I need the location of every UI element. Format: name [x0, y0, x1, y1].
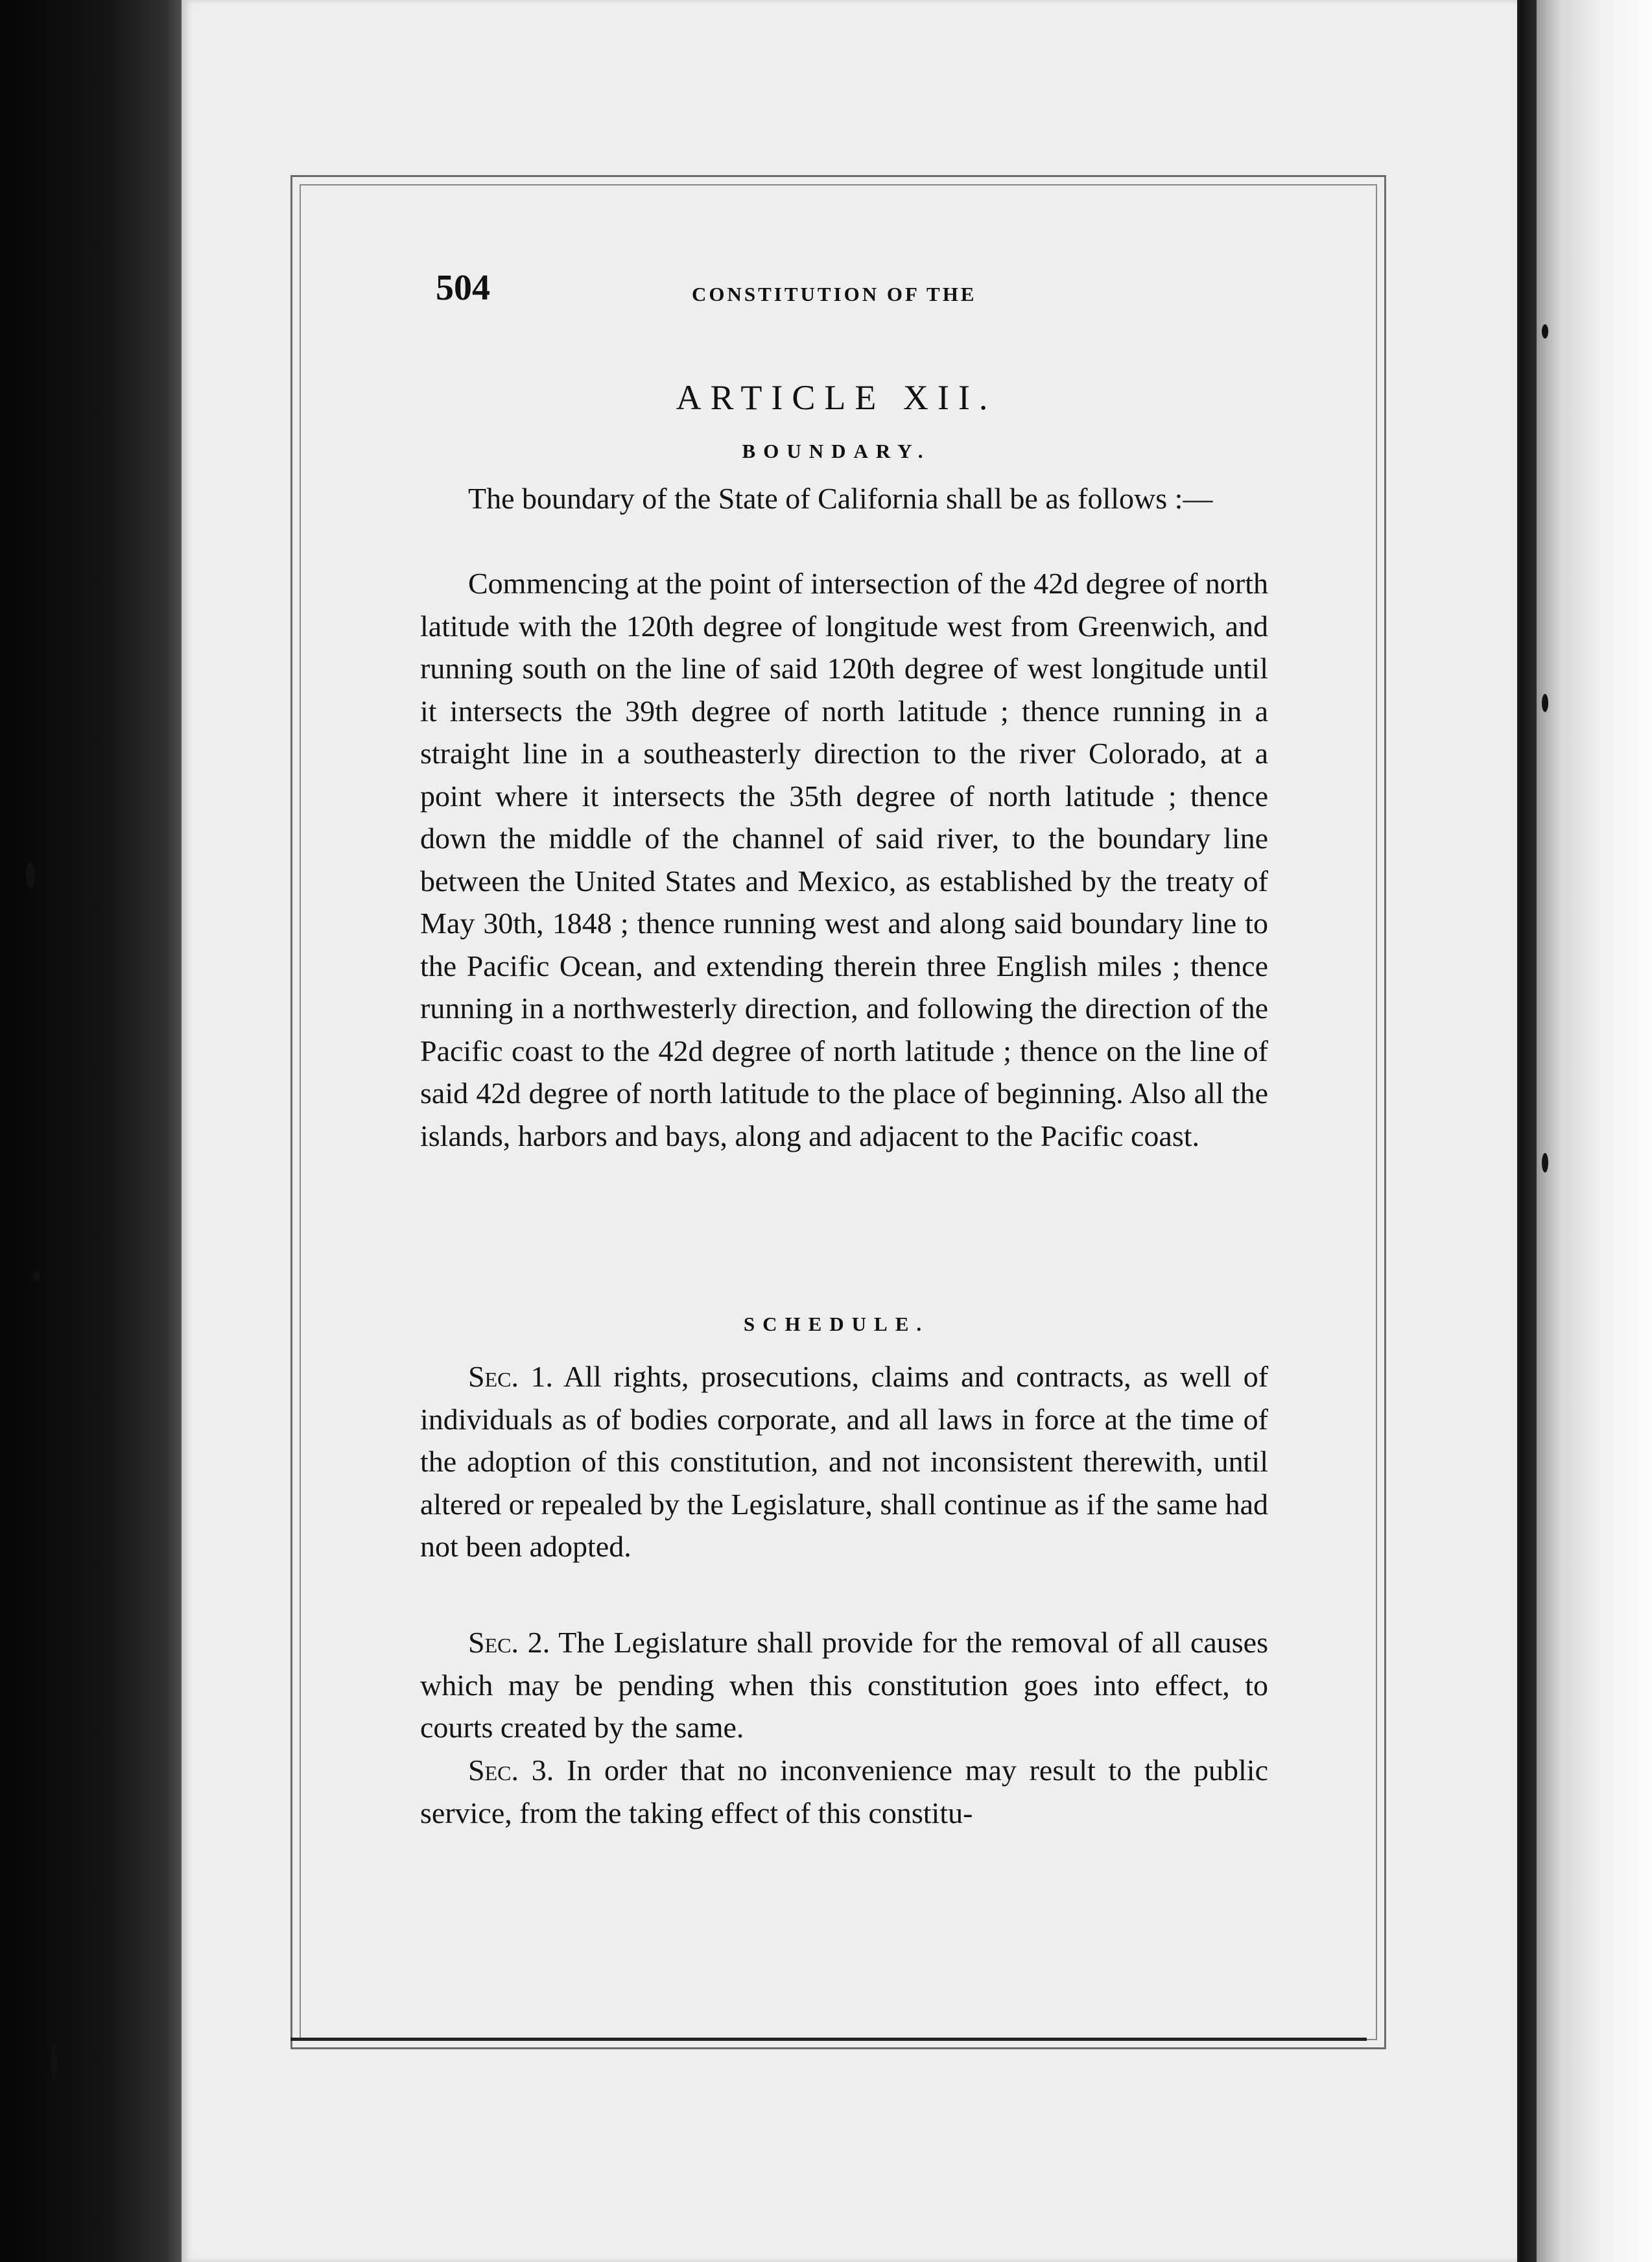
schedule-heading: SCHEDULE. — [743, 1313, 930, 1335]
schedule-section-3 — [420, 1749, 1268, 1834]
scan-speck — [34, 1271, 40, 1281]
section-text: In order that no inconvenience may result to the public service, from the taking effect of this constitu- — [420, 1754, 1268, 1829]
schedule-section-1 — [420, 1355, 1268, 1568]
scan-speck — [26, 863, 35, 888]
section-label: Sec. 1. — [468, 1360, 553, 1393]
boundary-intro-paragraph: The boundary of the State of California shall be as follows :— — [468, 482, 1213, 515]
schedule-section-2 — [420, 1621, 1268, 1749]
running-title: CONSTITUTION OF THE — [692, 283, 977, 305]
running-header — [436, 267, 1266, 319]
section-text: The Legislature shall provide for the removal of all causes which may be pending when this constitution goes into effect, to courts created by the same. — [420, 1626, 1268, 1744]
page-number: 504 — [436, 268, 490, 308]
boundary-description-paragraph: Commencing at the point of intersection of the 42d degree of north latitude with the 120th degree of longitude west from Greenwich, and running south on the line of said 120th degree of west longitude until it intersects the 39th degree of north latitude ; thence running in a straight line in a southeasterly direction to the river Colorado, at a point where it intersects the 35th degree of north latitude ; thence down the middle of the channel of said river, to the boundary line between the United States and Mexico, as established by the treaty of May 30th, 1848 ; thence running west and along said boundary line to the Pacific Ocean, and extending therein three English miles ; thence running in a northwesterly direction, and following the direction of the Pacific coast to the 42d degree of north latitude ; thence on the line of said 42d degree of north latitude to the place of beginning. Also all the islands, harbors and bays, along and adjacent to the Pacific coast. — [420, 567, 1268, 1152]
scan-background-left — [0, 0, 195, 2262]
adjacent-page-edge — [1537, 0, 1652, 2262]
article-heading: ARTICLE XII. — [676, 378, 997, 417]
boundary-heading: BOUNDARY. — [742, 440, 931, 462]
scan-speck — [51, 2043, 57, 2082]
section-label: Sec. 2. — [468, 1626, 550, 1659]
page-border-bottom-rule — [290, 2038, 1367, 2041]
scan-speck — [1542, 694, 1548, 712]
section-label: Sec. 3. — [468, 1754, 554, 1787]
scan-speck — [1542, 1153, 1548, 1173]
scan-speck — [1542, 324, 1548, 339]
section-text: All rights, prosecutions, claims and contracts, as well of individuals as of bodies corporate, and all laws in force at the time of the adoption of this constitution, and not inconsistent therewith, until altered or repealed by the Legislature, shall continue as if the same had not been adopted. — [420, 1360, 1269, 1563]
